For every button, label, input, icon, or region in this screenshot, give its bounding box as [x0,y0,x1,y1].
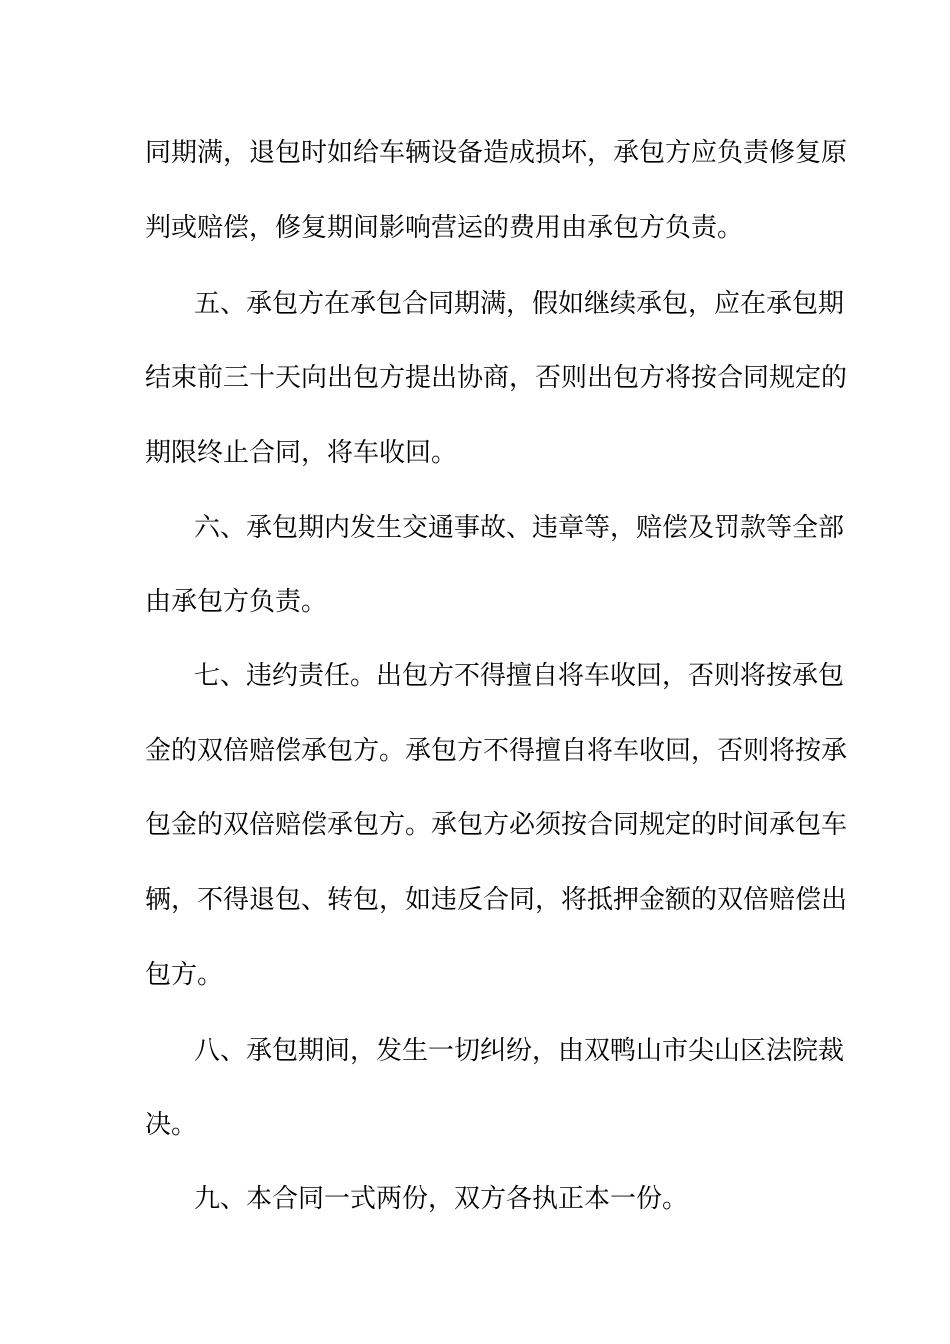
paragraph-line: 期限终止合同，将车收回。 [145,438,458,468]
paragraph-line: 包方。 [145,960,224,990]
paragraph-line: 同期满，退包时如给车辆设备造成损坏，承包方应负责修复原 [145,138,848,168]
clause-7-line: 七、违约责任。出包方不得擅自将车收回，否则将按承包 [194,661,845,691]
clause-9-line: 九、本合同一式两份，双方各执正本一份。 [194,1184,689,1214]
clause-5-line: 五、承包方在承包合同期满，假如继续承包，应在承包期 [194,289,845,319]
paragraph-line: 辆，不得退包、转包，如违反合同，将抵押金额的双倍赔偿出 [145,885,848,915]
paragraph-line: 由承包方负责。 [145,587,328,617]
paragraph-line: 结束前三十天向出包方提出协商，否则出包方将按合同规定的 [145,363,848,393]
paragraph-line: 判或赔偿，修复期间影响营运的费用由承包方负责。 [145,213,744,243]
clause-6-line: 六、承包期内发生交通事故、违章等，赔偿及罚款等全部 [194,513,845,543]
clause-8-line: 八、承包期间，发生一切纠纷，由双鸭山市尖山区法院裁 [194,1036,845,1066]
paragraph-line: 决。 [145,1110,198,1140]
paragraph-line: 包金的双倍赔偿承包方。承包方必须按合同规定的时间承包车 [145,810,848,840]
paragraph-line: 金的双倍赔偿承包方。承包方不得擅自将车收回，否则将按承 [145,736,848,766]
